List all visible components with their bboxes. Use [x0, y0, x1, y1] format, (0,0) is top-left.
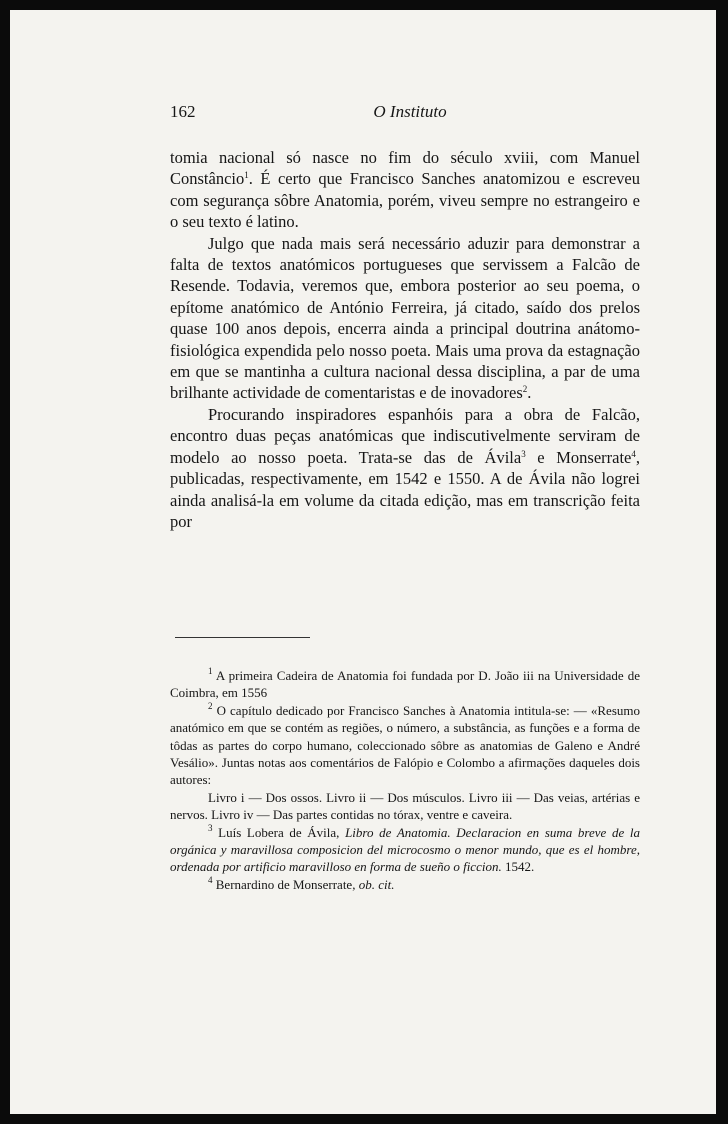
footnote-4: $^4$ Bernardino de Monserrate, ob. cit.: [208, 874, 395, 892]
page-header: [170, 102, 650, 124]
footnote-ref-3: 3: [521, 448, 526, 459]
footnote-ref-4: 4: [631, 448, 636, 459]
running-title: O Instituto: [373, 102, 447, 121]
footnote-3: $^3$ Luís Lobera de Ávila, Libro de Anatomia. Declaracion en suma breve de la orgánica y maravillosa composicion del microcosmo o menor mundo, que es el hombre, ordenada por artificio maravilloso en forma de sueño o ficcion. 1542.: [170, 822, 640, 875]
page-number: 162: [170, 102, 196, 121]
footnote-ref-2: 2: [522, 384, 528, 395]
footnotes: [170, 667, 640, 893]
paragraph-2: Julgo que nada mais será necessário aduzir para demonstrar a falta de textos anatómicos portugueses que servissem a Falcão de Resende. Todavia, veremos que, embora posterior ao seu poema, o epítome anatómico de António Ferreira, já citado, saído dos prelos quase 100 anos depois, encerra ainda a principal doutrina anátomo-fisiológica expendida pelo nosso poeta. Mais uma prova da estagnação em que se mantinha a cultura nacional dessa disciplina, a par de uma brilhante actividade de comentaristas e de inovadores$^2$.: [170, 233, 640, 403]
footnote-2: $^2$ O capítulo dedicado por Francisco Sanches à Anatomia intitula-se: — «Resumo anatómico em que se contém as regiões, o número, a substância, as funções e a forma de tôdas as partes do corpo humano, coleccionado sôbre as anatomias de Galeno e André Vesálio». Juntas notas aos comentários de Falópio e Colombo a afirmações daqueles dois autores:: [170, 700, 640, 788]
footnote-1: $^1$ A primeira Cadeira de Anatomia foi fundada por D. João iii na Universidade de Coimbra, em 1556: [170, 666, 640, 701]
footnote-ref-1: 1: [244, 170, 249, 181]
footnote-separator: [175, 637, 310, 638]
paragraph-3: Procurando inspiradores espanhóis para a obra de Falcão, encontro duas peças anatómicas que indiscutivelmente serviram de modelo ao nosso poeta. Trata-se das de Ávila$^3$ e Monserrate$^4$, publicadas, respectivamente, em 1542 e 1550. A de Ávila não logrei ainda analisá-la em volume da citada edição, mas em transcrição feita por: [170, 404, 640, 531]
book-page: [10, 10, 716, 1114]
paragraph-1: tomia nacional só nasce no fim do século xviii, com Manuel Constâncio$^1$. É certo que Francisco Sanches anatomizou e escreveu com segurança sôbre Anatomia, porém, viveu sempre no estrangeiro e o seu texto é latino.: [170, 148, 640, 232]
main-text: [170, 147, 640, 532]
footnote-2-continuation: Livro i — Dos ossos. Livro ii — Dos músculos. Livro iii — Das veias, artérias e nervos. Livro iv — Das partes contidas no tórax, ventre e caveira.: [170, 789, 640, 823]
